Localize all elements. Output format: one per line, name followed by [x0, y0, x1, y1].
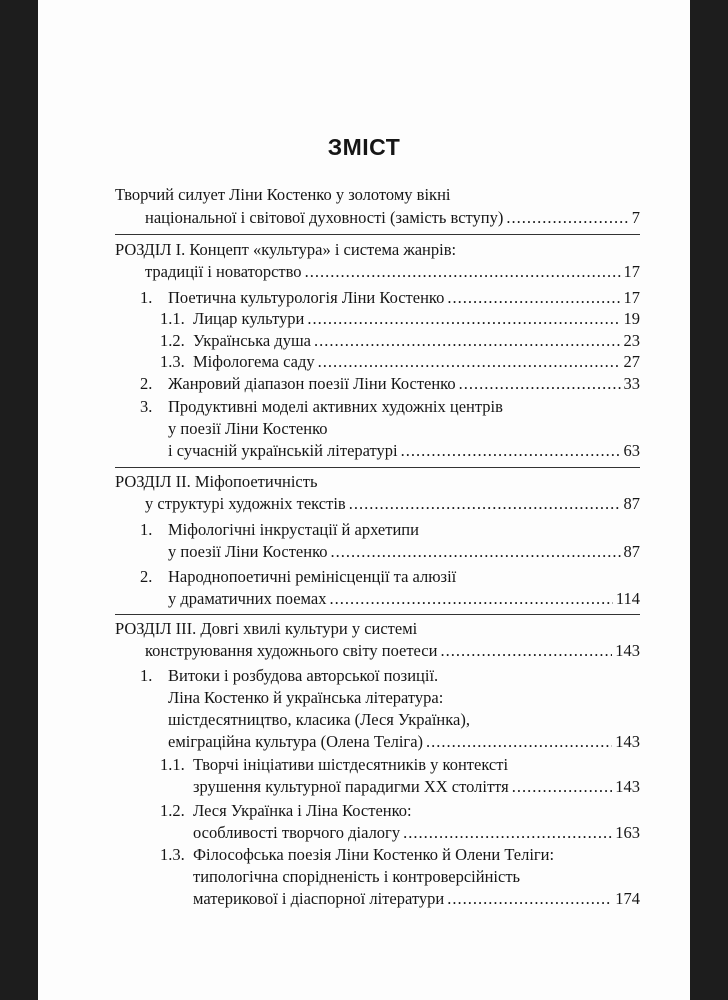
page-number: 19: [623, 309, 640, 328]
dot-leader: [426, 730, 612, 754]
entry-number: 1.1.: [160, 755, 185, 774]
entry-line: Філософська поезія Ліни Костенко й Олени Теліги:: [193, 845, 555, 864]
right-dark-margin: [690, 0, 728, 1000]
entry-line: шістдесятництво, класика (Леся Українка),: [168, 710, 470, 729]
entry-line-with-page: [168, 730, 640, 754]
entry-number: 2.: [140, 567, 153, 586]
page-number: 143: [615, 777, 640, 796]
entry-number: 1.: [140, 288, 153, 307]
dot-leader: [401, 439, 621, 463]
entry-line: типологічна спорідненість і контроверсійність: [193, 867, 521, 886]
entry-text: материкової і діаспорної літератури: [193, 889, 445, 908]
entry-line: РОЗДІЛ ІІІ. Довгі хвилі культури у системі: [115, 619, 418, 638]
dot-leader: [459, 372, 621, 396]
entry-text: зрушення культурної парадигми XX століття: [193, 777, 509, 796]
entry-line: Ліна Костенко й українська література:: [168, 688, 444, 707]
entry-line: РОЗДІЛ ІІ. Міфопоетичність: [115, 472, 318, 491]
entry-text: національної і світової духовності (замість вступу): [145, 208, 504, 227]
entry-line-with-page: [145, 492, 640, 516]
entry-text: Лицар культури: [193, 309, 305, 328]
dot-leader: [331, 540, 621, 564]
entry-line: Творчий силует Ліни Костенко у золотому вікні: [115, 185, 451, 204]
entry-number: 2.: [140, 374, 153, 393]
section-divider: [115, 234, 640, 235]
dot-leader: [447, 887, 612, 911]
entry-text: конструювання художнього світу поетеси: [145, 641, 438, 660]
page-number: 27: [623, 352, 640, 371]
entry-line-with-page: [168, 439, 640, 463]
dot-leader: [307, 307, 620, 331]
dot-leader: [506, 206, 628, 230]
entry-number: 1.2.: [160, 801, 185, 820]
left-dark-margin: [0, 0, 38, 1000]
entry-text: у структурі художніх текстів: [145, 494, 346, 513]
page-number: 143: [615, 641, 640, 660]
entry-line-with-page: [168, 587, 640, 611]
entry-line: Леся Українка і Ліна Костенко:: [193, 801, 412, 820]
entry-number: 1.3.: [160, 845, 185, 864]
entry-line-with-page: [193, 821, 640, 845]
entry-text: і сучасній українській літературі: [168, 441, 398, 460]
entry-line: Продуктивні моделі активних художніх центрів: [168, 397, 503, 416]
page-title: ЗМІСТ: [327, 134, 401, 160]
dot-leader: [512, 775, 613, 799]
entry-line-with-page: [193, 350, 640, 374]
section-divider: [115, 614, 640, 615]
page-number: 143: [615, 732, 640, 751]
entry-line: РОЗДІЛ І. Концепт «культура» і система жанрів:: [115, 240, 457, 259]
entry-line: Народнопоетичні ремінісценції та алюзії: [168, 567, 457, 586]
entry-line-with-page: [193, 775, 640, 799]
entry-line-with-page: [145, 260, 640, 284]
entry-text: традиції і новаторство: [145, 262, 302, 281]
entry-line-with-page: [193, 887, 640, 911]
page-number: 87: [623, 494, 640, 513]
entry-line: у поезії Ліни Костенко: [168, 419, 328, 438]
entry-line: Витоки і розбудова авторської позиції.: [168, 666, 439, 685]
entry-text: Міфологема саду: [193, 352, 315, 371]
entry-line-with-page: [193, 307, 640, 331]
dot-leader: [305, 260, 621, 284]
dot-leader: [403, 821, 612, 845]
page-number: 33: [623, 374, 640, 393]
entry-line-with-page: [145, 639, 640, 663]
dot-leader: [318, 350, 621, 374]
entry-text: у драматичних поемах: [168, 589, 327, 608]
section-divider: [115, 467, 640, 468]
page-number: 7: [631, 208, 640, 227]
page-number: 87: [623, 542, 640, 561]
entry-text: у поезії Ліни Костенко: [168, 542, 328, 561]
book-page: [38, 0, 690, 1000]
entry-text: Поетична культурологія Ліни Костенко: [168, 288, 445, 307]
entry-number: 1.3.: [160, 352, 185, 371]
dot-leader: [329, 587, 612, 611]
dot-leader: [440, 639, 612, 663]
page-number: 114: [615, 589, 640, 608]
page-number: 23: [623, 331, 640, 350]
entry-line: Міфологічні інкрустації й архетипи: [168, 520, 419, 539]
page-number: 174: [615, 889, 640, 908]
entry-text: Українська душа: [193, 331, 311, 350]
entry-number: 1.1.: [160, 309, 185, 328]
entry-text: особливості творчого діалогу: [193, 823, 401, 842]
entry-number: 1.: [140, 666, 153, 685]
entry-line-with-page: [145, 206, 640, 230]
entry-number: 3.: [140, 397, 153, 416]
page-number: 17: [623, 262, 640, 281]
entry-text: еміграційна культура (Олена Теліга): [168, 732, 424, 751]
page-number: 163: [615, 823, 640, 842]
page-number: 17: [623, 288, 640, 307]
entry-line-with-page: [168, 372, 640, 396]
entry-text: Жанровий діапазон поезії Ліни Костенко: [168, 374, 456, 393]
entry-number: 1.: [140, 520, 153, 539]
dot-leader: [349, 492, 621, 516]
entry-number: 1.2.: [160, 331, 185, 350]
entry-line: Творчі ініціативи шістдесятників у контексті: [193, 755, 509, 774]
page-number: 63: [623, 441, 640, 460]
entry-line-with-page: [168, 540, 640, 564]
